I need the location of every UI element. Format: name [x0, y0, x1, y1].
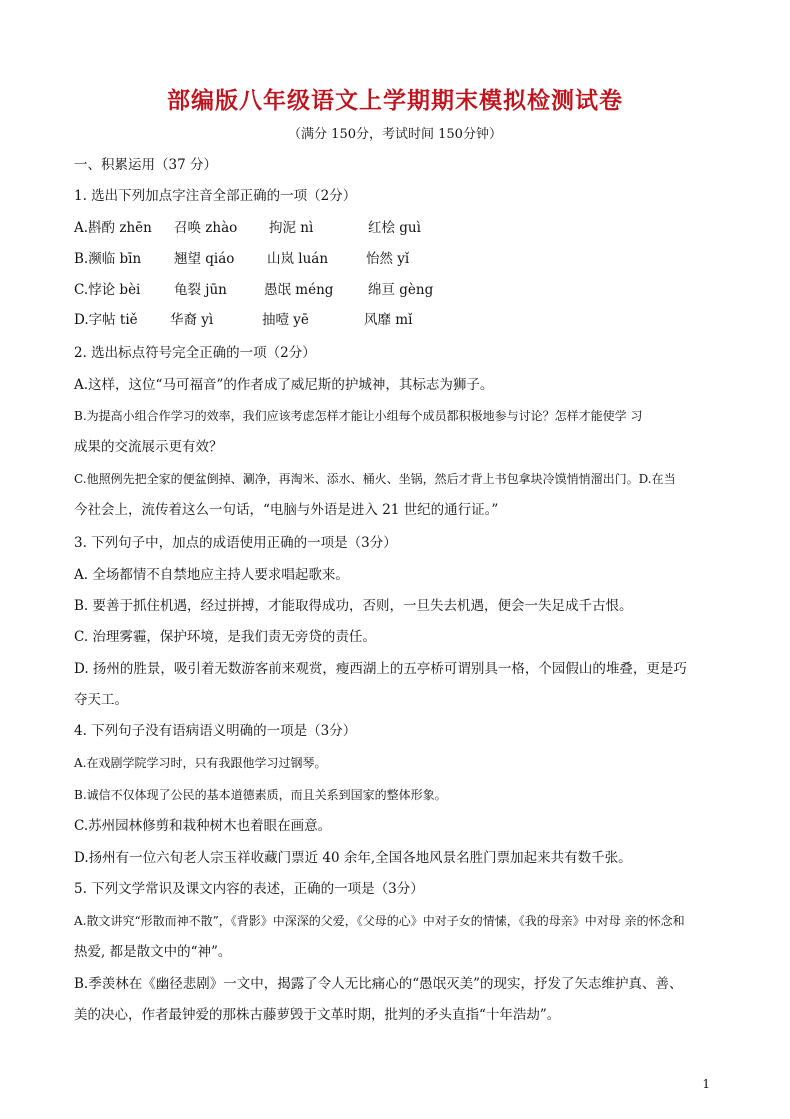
q5-option-b-line1: B.季羡林在《幽径悲剧》一文中，揭露了令人无比痛心的“愚氓灭美”的现实，抒发了矢志维护真、善、: [74, 976, 683, 992]
q1-option-a-1: A.斟酌 zhēn: [74, 220, 152, 236]
q1-option-c-2: 龟裂 jūn: [174, 282, 227, 298]
question-3-stem: 3. 下列句子中，加点的成语使用正确的一项是（3分）: [74, 535, 397, 551]
q1-option-c-3: 愚氓 méng: [264, 282, 334, 298]
q1-option-b-1: B.濒临 bīn: [74, 251, 142, 267]
page-title: 部编版八年级语文上学期期末模拟检测试卷: [167, 88, 623, 114]
q1-option-d-3: 抽噎 yē: [262, 312, 309, 328]
q2-option-a: A.这样，这位“马可福音”的作者成了威尼斯的护城神，其标志为狮子。: [74, 377, 494, 393]
q3-option-d-line2: 夺天工。: [74, 692, 128, 708]
section-heading: 一、积累运用（37 分）: [74, 157, 217, 173]
q2-option-b-line2: 成果的交流展示更有效？: [74, 439, 223, 455]
q3-option-c: C. 治理雾霾，保护环境，是我们责无旁贷的责任。: [74, 629, 376, 645]
q4-option-d: D.扬州有一位六旬老人宗玉祥收藏门票近 40 余年,全国各地风景名胜门票加起来共有数千张。: [74, 850, 632, 866]
q3-option-b: B. 要善于抓住机遇，经过拼搏，才能取得成功，否则，一旦失去机遇，便会一失足成千古恨。: [74, 598, 633, 614]
q1-option-b-4: 怡然 yǐ: [366, 251, 410, 267]
q1-option-a-4: 红桧 guì: [368, 220, 421, 236]
q1-option-b-2: 翘望 qiáo: [174, 251, 235, 267]
exam-subtitle: （满分 150分，考试时间 150分钟）: [288, 127, 502, 142]
q1-option-c-1: C.悖论 bèi: [74, 282, 141, 298]
q1-option-d-4: 风靡 mǐ: [364, 312, 413, 328]
q4-option-b: B.诚信不仅体现了公民的基本道德素质，而且关系到国家的整体形象。: [74, 788, 447, 802]
q2-option-b-line1: B.为提高小组合作学习的效率，我们应该考虑怎样才能让小组每个成员都积极地参与讨论？怎样才能使学 习: [74, 409, 643, 423]
q3-option-d-line1: D. 扬州的胜景，吸引着无数游客前来观赏，瘦西湖上的五亭桥可谓别具一格，个园假山的堆叠，更是巧: [74, 661, 687, 677]
q2-option-c-line2: 今社会上，流传着这么一句话，“电脑与外语是进入 21 世纪的通行证。”: [74, 502, 499, 518]
q2-option-c-line1: C.他照例先把全家的便盆倒掉、涮净，再淘米、添水、桶火、坐锅，然后才背上书包拿块冷馍悄悄溜出门。D.在当: [74, 472, 676, 486]
q3-option-a: A. 全场都情不自禁地应主持人要求唱起歌来。: [74, 567, 349, 583]
question-2-stem: 2. 选出标点符号完全正确的一项（2分）: [74, 345, 316, 361]
q4-option-a: A.在戏剧学院学习时，只有我跟他学习过钢琴。: [74, 756, 327, 770]
q1-option-c-4: 绵亘 gèng: [368, 282, 434, 298]
q5-option-a-line1: A.散文讲究“形散而神不散”，《背影》中深深的父爱，《父母的心》中对子女的情愫，《我的母亲》中对母 亲的怀念和: [74, 914, 685, 928]
q4-option-c: C.苏州园林修剪和栽种树木也着眼在画意。: [74, 818, 332, 834]
q1-option-d-2: 华裔 yì: [170, 312, 214, 328]
q1-option-a-3: 拘泥 nì: [269, 220, 314, 236]
question-5-stem: 5. 下列文学常识及课文内容的表述，正确的一项是（3分）: [74, 881, 424, 897]
page-number: 1: [702, 1077, 710, 1091]
q1-option-b-3: 山岚 luán: [267, 251, 329, 267]
question-4-stem: 4. 下列句子没有语病语义明确的一项是（3分）: [74, 723, 357, 739]
question-1-stem: 1. 选出下列加点字注音全部正确的一项（2分）: [74, 188, 357, 204]
q5-option-b-line2: 美的决心，作者最钟爱的那株古藤萝毁于文革时期，批判的矛头直指“十年浩劫”。: [74, 1007, 561, 1023]
q1-option-d-1: D.字帖 tiě: [74, 312, 138, 328]
q5-option-a-line2: 热爱, 都是散文中的“神”。: [74, 944, 232, 960]
q1-option-a-2: 召唤 zhào: [174, 220, 238, 236]
